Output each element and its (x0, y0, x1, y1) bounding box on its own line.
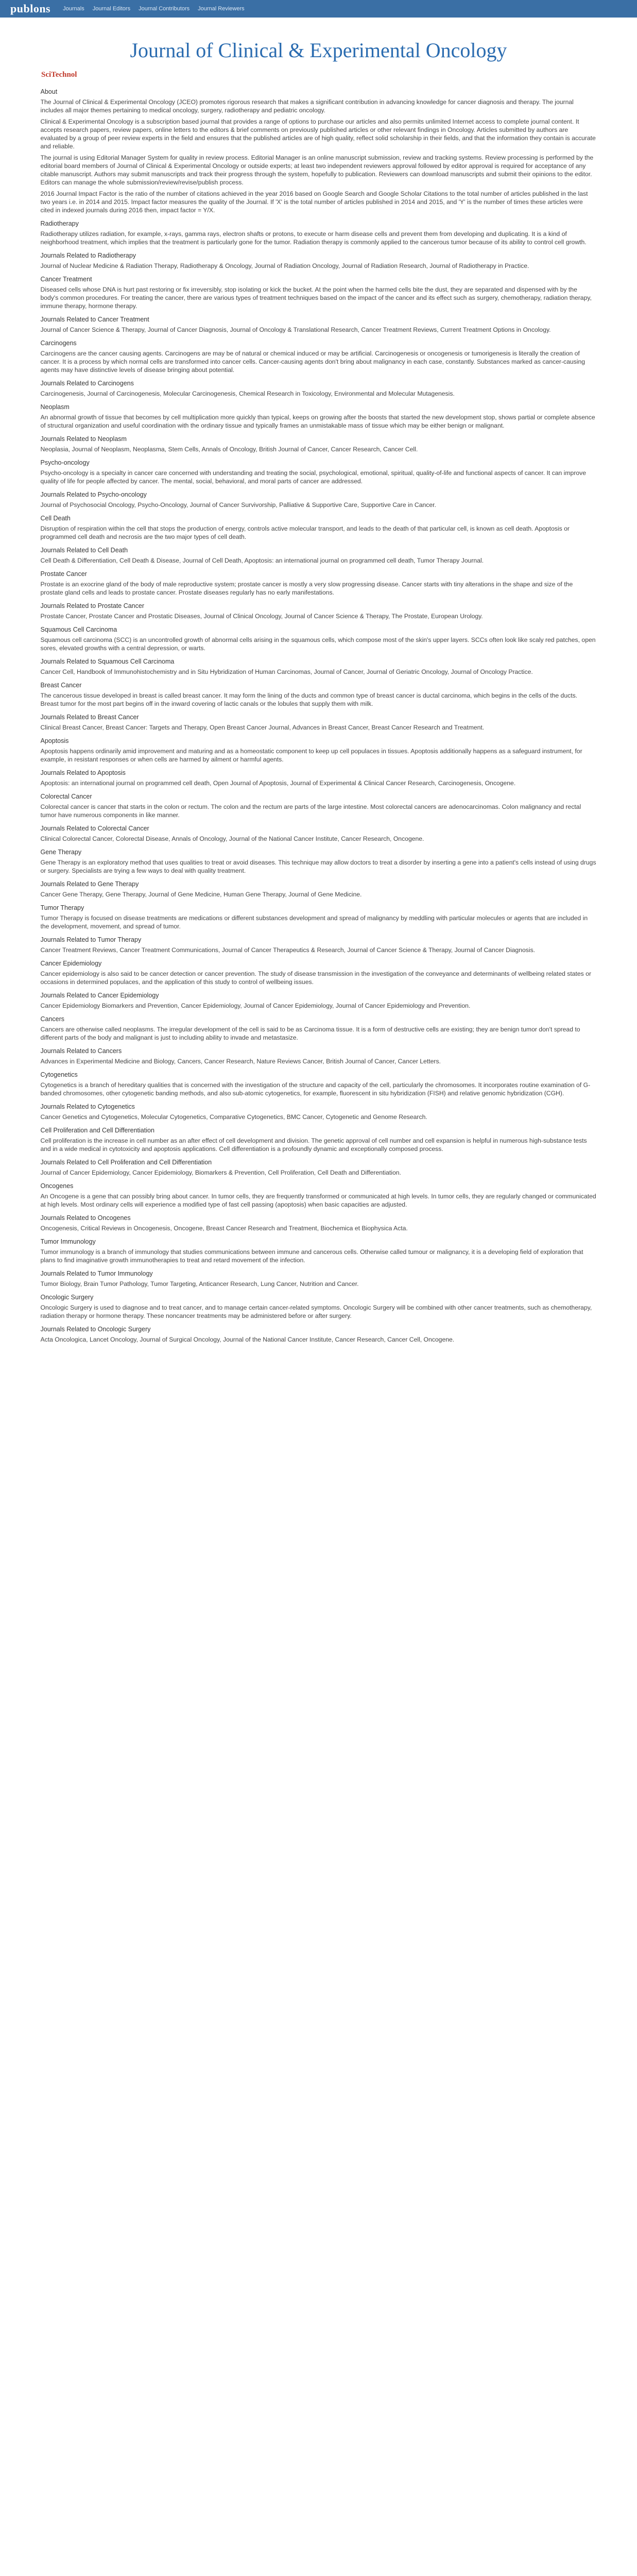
section-body: Carcinogenesis, Journal of Carcinogenesis, Molecular Carcinogenesis, Chemical Research in Toxicology, Environmental and Molecular Mutagenesis. (40, 390, 455, 397)
section-heading: Radiotherapy (40, 220, 79, 227)
section-body: Psycho-oncology is a specialty in cancer care concerned with understanding and treating the social, psychological, emotional, spiritual, quality-of-life and functional aspects of cancer. It can improve quality of life for people affected by cancer. The mental, social, behavioral, and moral parts of cancer are addressed. (40, 469, 587, 485)
section-body: Journal of Cancer Science & Therapy, Journal of Cancer Diagnosis, Journal of Oncology & Translational Research, Cancer Treatment Reviews, Current Treatment Options in Oncology. (40, 326, 551, 333)
section-heading: Cancer Epidemiology (40, 960, 102, 967)
section-body: Radiotherapy utilizes radiation, for example, x-rays, gamma rays, electron shafts or protons, to execute or harm disease cells and prevent them from developing and duplicating. It is a kind of neighborhood treatment, which implies that the treatment is particularly gone for the tumor. Radiation therapy is commonly applied to the cancerous tumor because of its ability to control cell growth. (40, 230, 587, 246)
nav-journals[interactable]: Journals (63, 6, 84, 12)
section-body: Tumor Therapy is focused on disease treatments are medications or different substances development and spread of malignancy by meddling with particular molecules or agents that are included in the development, movement, and spread of tumor. (40, 914, 588, 930)
section-body: An Oncogene is a gene that can possibly bring about cancer. In tumor cells, they are frequently transformed or communicated at high levels. In tumor cells, they are regularly changed or communicated at high levels. Most ordinary cells will experience a modified type of fast cell passing (apoptosis) when basic capacities are adjusted. (40, 1193, 596, 1208)
section-body: Cytogenetics is a branch of hereditary qualities that is concerned with the investigation of the structure and capacity of the cell, particularly the chromosomes. It incorporates routine examination of G-banded chromosomes, other cytogenetic banding methods, and also sub-atomic cytogenetics, for example, fluorescent in situ hybridization (FISH) and relative genomic hybridization (CGH). (40, 1081, 591, 1097)
section-body: Diseased cells whose DNA is hurt past restoring or fix irreversibly, stop isolating or kick the bucket. At the point when the harmed cells bite the dust, they are separated and dispensed with by the body's common procedures. For treating the cancer, there are various types of treatment techniques based on the impact of the cancer and its effect such as surgery, chemotherapy, radiation therapy, immune therapy, hormone therapy. (40, 286, 592, 310)
section-heading: Journals Related to Tumor Therapy (40, 936, 142, 943)
section-heading: Journals Related to Tumor Immunology (40, 1270, 153, 1277)
journal-description (41, 82, 597, 2576)
publisher-brand: SciTechnol (41, 71, 77, 79)
section-body: Clinical Breast Cancer, Breast Cancer: Targets and Therapy, Open Breast Cancer Journal, Advances in Breast Cancer, Breast Cancer Research and Treatment. (40, 724, 485, 731)
section-heading: Oncologic Surgery (40, 1294, 94, 1301)
section-body: Tumor Biology, Brain Tumor Pathology, Tumor Targeting, Anticancer Research, Lung Cancer, Nutrition and Cancer. (40, 1280, 359, 1287)
section-body: Cancers are otherwise called neoplasms. The irregular development of the cell is said to be as Carcinoma tissue. It is a form of destructive cells are existing; they are benign tumor don't spread to different parts of the body and malignant is just to including ability to invade and metastasize. (40, 1026, 580, 1041)
section-heading: Psycho-oncology (40, 459, 90, 466)
section-body: Cancer Epidemiology Biomarkers and Prevention, Cancer Epidemiology, Journal of Cancer Epidemiology, Journal of Cancer Epidemiology and Prevention. (40, 1002, 471, 1009)
nav-contributors[interactable]: Journal Contributors (139, 6, 190, 12)
about-paragraph: Clinical & Experimental Oncology is a subscription based journal that provides a range of options to purchase our articles and also permits unlimited Internet access to complete journal content. It accepts research papers, review papers, online letters to the editors & brief comments on previously published articles or other relevant findings in Oncology. Articles submitted by authors are evaluated by a group of peer review experts in the field and ensures that the published articles are of high quality, reflect solid scholarship in their fields, and that the information they contain is accurate and reliable. (40, 118, 596, 150)
section-heading: Journals Related to Gene Therapy (40, 880, 139, 888)
section-heading: Neoplasm (40, 403, 70, 411)
about-paragraph: The journal is using Editorial Manager System for quality in review process. Editorial Manager is an online manuscript submission, review and tracking systems. Review processing is performed by the editorial board members of Journal of Clinical & Experimental Oncology or outside experts; at least two independent reviewers approval followed by editor approval is required for acceptance of any citable manuscript. Authors may submit manuscripts and track their progress through the system, hopefully to publication. Reviewers can download manuscripts and submit their opinions to the editor. Editors can manage the whole submission/review/revise/publish process. (40, 154, 594, 186)
section-heading: Cytogenetics (40, 1071, 78, 1078)
section-heading: Journals Related to Cancer Epidemiology (40, 992, 159, 999)
section-body: Advances in Experimental Medicine and Biology, Cancers, Cancer Research, Nature Reviews Cancer, British Journal of Cancer, Cancer Letters. (40, 1058, 441, 1065)
section-heading: Cancer Treatment (40, 276, 92, 283)
section-body: Clinical Colorectal Cancer, Colorectal Disease, Annals of Oncology, Journal of the National Cancer Institute, Cancer Research, Oncogene. (40, 835, 424, 842)
section-body: Prostate Cancer, Prostate Cancer and Prostatic Diseases, Journal of Clinical Oncology, Journal of Cancer Science & Therapy, The Prostate, European Urology. (40, 613, 483, 620)
section-heading: Journals Related to Cancers (40, 1047, 122, 1055)
section-body: The cancerous tissue developed in breast is called breast cancer. It may form the lining of the ducts and common type of breast cancer is ductal carcinoma, which begins in the cells of the ducts. Breast tumor for the most part begins off in the inward covering of lactic canals or the lobules that supply them with milk. (40, 692, 578, 707)
section-heading: Journals Related to Cell Death (40, 547, 128, 554)
section-heading: Journals Related to Radiotherapy (40, 252, 136, 259)
section-body: Carcinogens are the cancer causing agents. Carcinogens are may be of natural or chemical induced or may be artificial. Carcinogenesis or oncogenesis or tumorigenesis is literally the creation of cancer. It is a process by which normal cells are transformed into cancer cells. Cancer-causing agents don't bring about malignancy in each case, constantly. Substances marked as cancer-causing agents may have distinctive levels of disease bringing about potential. (40, 350, 586, 374)
section-heading: Prostate Cancer (40, 570, 87, 578)
section-body: Cancer Gene Therapy, Gene Therapy, Journal of Gene Medicine, Human Gene Therapy, Journal of Gene Medicine. (40, 891, 362, 898)
section-heading: Journals Related to Oncologic Surgery (40, 1326, 151, 1333)
section-body: Cell Death & Differentiation, Cell Death & Disease, Journal of Cell Death, Apoptosis: an international journal on programmed cell death, Tumor Therapy Journal. (40, 557, 484, 564)
section-body: Journal of Nuclear Medicine & Radiation Therapy, Radiotherapy & Oncology, Journal of Radiation Oncology, Journal of Radiation Research, Journal of Radiotherapy in Practice. (40, 262, 529, 269)
section-heading: Journals Related to Squamous Cell Carcinoma (40, 658, 175, 665)
topic-sections (41, 219, 597, 1344)
section-heading: Cancers (40, 1015, 65, 1023)
section-heading: Apoptosis (40, 737, 69, 744)
section-body: An abnormal growth of tissue that becomes by cell multiplication more quickly than typical, keeps on growing after the boosts that started the new development stop, shows partial or complete absence of structural organization and useful coordination with the ordinary tissue and typically frames an unmistakable mass of tissue which may be either benign or malignant. (40, 414, 595, 429)
section-heading: Squamous Cell Carcinoma (40, 626, 117, 633)
section-heading: Breast Cancer (40, 682, 82, 689)
section-heading: Journals Related to Psycho-oncology (40, 491, 147, 498)
section-heading: Tumor Immunology (40, 1238, 96, 1245)
about-heading: About (40, 88, 58, 95)
section-heading: Tumor Therapy (40, 904, 84, 911)
section-body: Prostate is an exocrine gland of the body of male reproductive system; prostate cancer is mostly a very slow progressing disease. Cancer starts with tiny alterations in the shape and size of the prostate gland cells and leads to prostate cancer. Prostate diseases regularly has no early manifestations. (40, 581, 573, 596)
section-body: Squamous cell carcinoma (SCC) is an uncontrolled growth of abnormal cells arising in the squamous cells, which compose most of the skin's upper layers. SCCs often look like scaly red patches, open sores, elevated growths with a central depression, or warts. (40, 636, 596, 652)
section-heading: Oncogenes (40, 1182, 74, 1190)
section-body: Cell proliferation is the increase in cell number as an after effect of cell development and division. The genetic approval of cell number and cell expansion is helpful in numerous high-substance tests and in a wide medical in cytotoxicity and apoptosis applications. Cell differentiation is a profoundly dynamic and exceptionally composed process. (40, 1137, 587, 1153)
section-body: Oncologic Surgery is used to diagnose and to treat cancer, and to manage certain cancer-related symptoms. Oncologic Surgery will be combined with other cancer treatments, such as chemotherapy, radiation therapy or hormone therapy. These noncancer treatments may be administered before or after surgery. (40, 1304, 592, 1319)
section-body: Apoptosis happens ordinarily amid improvement and maturing and as a homeostatic component to keep up cell populaces in tissues. Apoptosis additionally happens as a safeguard instrument, for example, in resistant responses or when cells are harmed by ailment or harmful agents. (40, 748, 582, 763)
section-body: Acta Oncologica, Lancet Oncology, Journal of Surgical Oncology, Journal of the National Cancer Institute, Cancer Research, Cancer Cell, Oncogene. (40, 1336, 455, 1343)
top-nav (63, 6, 245, 12)
section-heading: Journals Related to Cytogenetics (40, 1103, 135, 1110)
section-body: Journal of Psychosocial Oncology, Psycho-Oncology, Journal of Cancer Survivorship, Palliative & Supportive Care, Supportive Care in Cancer. (40, 501, 436, 509)
section-heading: Journals Related to Cancer Treatment (40, 316, 149, 323)
section-heading: Cell Proliferation and Cell Differentiation (40, 1127, 154, 1134)
publons-logo[interactable]: publons (10, 2, 51, 15)
section-heading: Journals Related to Breast Cancer (40, 714, 139, 721)
section-body: Cancer Cell, Handbook of Immunohistochemistry and in Situ Hybridization of Human Carcinomas, Journal of Cancer, Journal of Geriatric Oncology, Journal of Oncology Practice. (40, 668, 533, 675)
journal-title: Journal of Clinical & Experimental Oncology (130, 39, 507, 62)
section-body: Neoplasia, Journal of Neoplasm, Neoplasma, Stem Cells, Annals of Oncology, British Journal of Cancer, Cancer Research, Cancer Cell. (40, 446, 418, 453)
section-body: Disruption of respiration within the cell that stops the production of energy, controls active molecular transport, and leads to the death of that particular cell, is known as cell death. Apoptosis or programmed cell death and necrosis are the two major types of cell death. (40, 525, 570, 540)
about-paragraph: 2016 Journal Impact Factor is the ratio of the number of citations achieved in the year 2016 based on Google Search and Google Scholar Citations to the total number of articles published in the last two years i.e. in 2014 and 2015. Impact factor measures the quality of the Journal. If 'X' is the total number of articles published in 2014 and 2015, and 'Y' is the number of times these articles were cited in indexed journals during 2016 then, impact factor = Y/X. (40, 190, 588, 214)
section-body: Oncogenesis, Critical Reviews in Oncogenesis, Oncogene, Breast Cancer Research and Treatment, Biochemica et Biophysica Acta. (40, 1225, 408, 1232)
nav-reviewers[interactable]: Journal Reviewers (198, 6, 245, 12)
section-heading: Colorectal Cancer (40, 793, 92, 800)
section-body: Journal of Cancer Epidemiology, Cancer Epidemiology, Biomarkers & Prevention, Cell Proliferation, Cell Death and Differentiation. (40, 1169, 401, 1176)
section-heading: Cell Death (40, 515, 71, 522)
about-paragraph: The Journal of Clinical & Experimental Oncology (JCEO) promotes rigorous research that makes a significant contribution in advancing knowledge for cancer diagnosis and therapy. The journal includes all major themes pertaining to medical oncology, surgery, radiotherapy and pediatric oncology. (40, 98, 574, 114)
section-body: Cancer Genetics and Cytogenetics, Molecular Cytogenetics, Comparative Cytogenetics, BMC Cancer, Cytogenetic and Genome Research. (40, 1113, 427, 1121)
section-body: Cancer epidemiology is also said to be cancer detection or cancer prevention. The study of disease transmission in the investigation of the conveyance and determinants of wellbeing related states or occasions in determined populaces, and the application of this study to control of wellbeing issues. (40, 970, 592, 986)
section-body: Apoptosis: an international journal on programmed cell death, Open Journal of Apoptosis, Journal of Experimental & Clinical Cancer Research, Carcinogenesis, Oncogene. (40, 779, 516, 787)
section-heading: Gene Therapy (40, 849, 82, 856)
section-heading: Carcinogens (40, 340, 77, 347)
section-heading: Journals Related to Oncogenes (40, 1214, 131, 1222)
section-body: Cancer Treatment Reviews, Cancer Treatment Communications, Journal of Cancer Therapeutics & Research, Journal of Cancer Science & Therapy, Journal of Cancer Diagnosis. (40, 946, 536, 954)
nav-editors[interactable]: Journal Editors (92, 6, 131, 12)
section-heading: Journals Related to Apoptosis (40, 769, 126, 776)
section-body: Tumor immunology is a branch of immunology that studies communications between immune and cancerous cells. Otherwise called tumour or malignancy, it is a developing field of exploration that plans to find imaginative growth immunotherapies to treat and retard movement of the infection. (40, 1248, 583, 1264)
section-heading: Journals Related to Neoplasm (40, 435, 127, 443)
main-wrap (41, 82, 597, 2576)
section-heading: Journals Related to Colorectal Cancer (40, 825, 149, 832)
section-heading: Journals Related to Carcinogens (40, 380, 134, 387)
section-heading: Journals Related to Cell Proliferation and Cell Differentiation (40, 1159, 212, 1166)
section-body: Colorectal cancer is cancer that starts in the colon or rectum. The colon and the rectum are parts of the large intestine. Most colorectal cancers are adenocarcinomas. Colon malignancy and rectal tumor have numerous components in like manner. (40, 803, 581, 819)
section-heading: Journals Related to Prostate Cancer (40, 602, 144, 609)
top-bar (0, 0, 637, 18)
section-body: Gene Therapy is an exploratory method that uses qualities to treat or avoid diseases. This technique may allow doctors to treat a disorder by inserting a gene into a patient's cells instead of using drugs or surgery. Specialists are trying a few ways to deal with quality treatment. (40, 859, 596, 874)
